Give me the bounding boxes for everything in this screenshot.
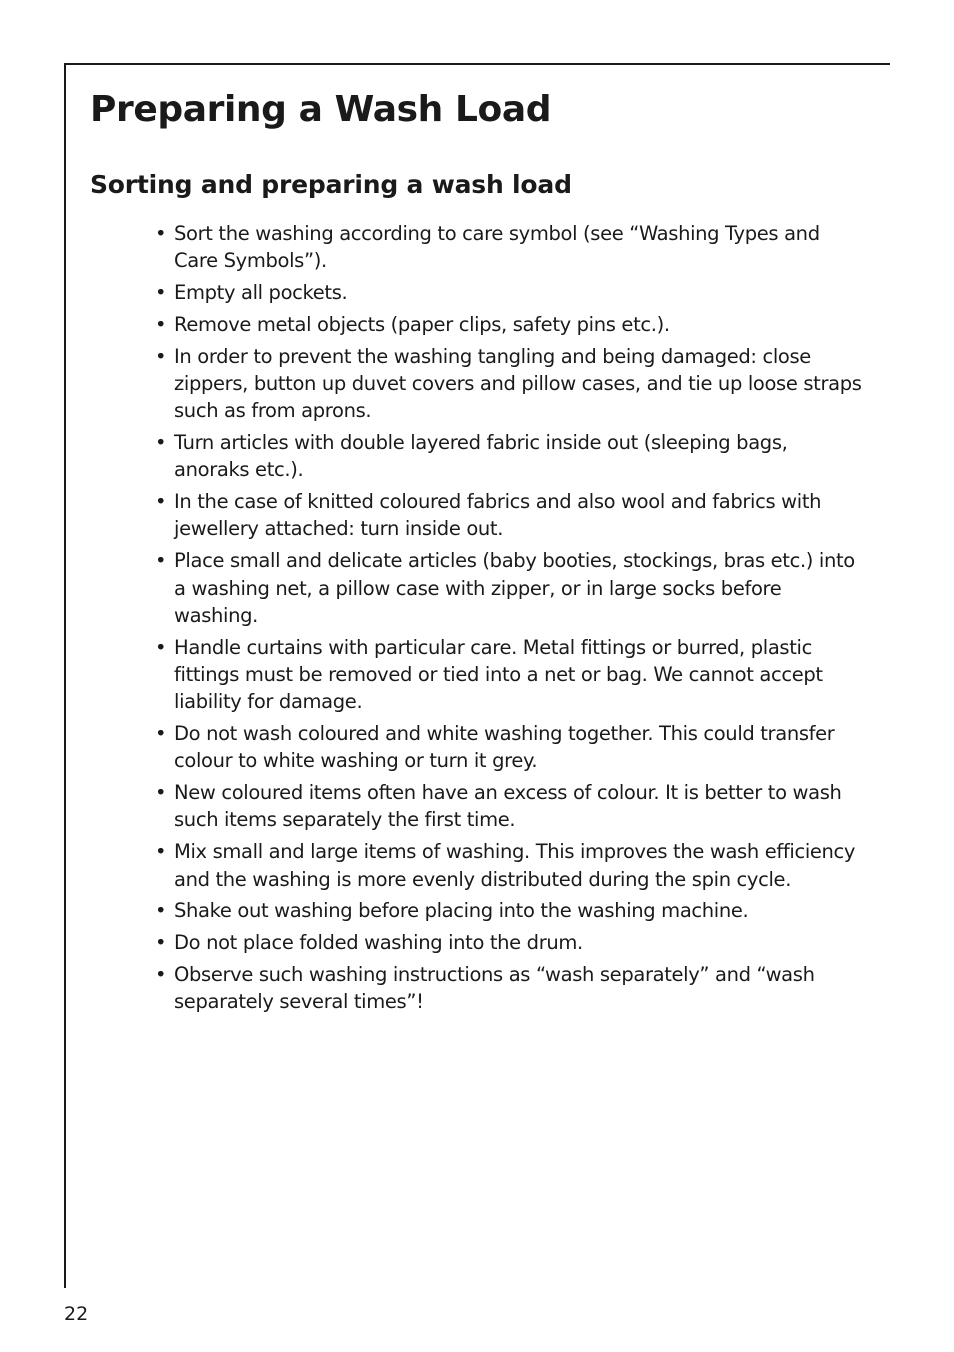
list-item: [155, 779, 867, 834]
bullet-icon: •: [155, 722, 167, 746]
list-item-text: Sort the washing according to care symbol (see “Washing Types and Care Symbols”).: [174, 222, 820, 273]
list-item: [155, 429, 867, 484]
list-item-text: Remove metal objects (paper clips, safety pins etc.).: [174, 312, 670, 336]
list-item-text: Handle curtains with particular care. Metal fittings or burred, plastic fittings must be removed or tied into a net or bag. We cannot accept liability for damage.: [174, 635, 823, 714]
bullet-icon: •: [155, 635, 167, 659]
list-item-text: Do not wash coloured and white washing together. This could transfer colour to white washing or turn it grey.: [174, 722, 835, 773]
list-item: [155, 929, 867, 956]
frame-top-rule: [64, 63, 890, 65]
list-item-text: In the case of knitted coloured fabrics and also wool and fabrics with jewellery attached: turn inside out.: [174, 490, 822, 541]
bullet-icon: •: [155, 899, 167, 923]
bullet-icon: •: [155, 490, 167, 514]
page-number: 22: [64, 1303, 89, 1325]
list-item: [155, 838, 867, 893]
bullet-icon: •: [155, 344, 167, 368]
bullet-icon: •: [155, 222, 167, 245]
frame-left-rule: [64, 63, 66, 1288]
list-item: [155, 311, 867, 338]
list-item-text: Empty all pockets.: [174, 281, 348, 305]
list-item: [155, 488, 867, 543]
list-item-text: Do not place folded washing into the drum.: [174, 931, 583, 955]
list-item: [155, 343, 867, 425]
page-title: Preparing a Wash Load: [90, 89, 552, 130]
list-item: [155, 634, 867, 716]
list-item-text: New coloured items often have an excess of colour. It is better to wash such items separately the first time.: [174, 781, 842, 832]
bullet-icon: •: [155, 431, 167, 455]
list-item-text: Observe such washing instructions as “wash separately” and “wash separately several times”!: [174, 962, 815, 1014]
list-item-text: In order to prevent the washing tangling and being damaged: close zippers, button up duvet covers and pillow cases, and tie up loose straps such as from aprons.: [174, 344, 862, 423]
section-heading: Sorting and preparing a wash load: [90, 170, 572, 199]
list-item: [155, 720, 867, 775]
bullet-icon: •: [155, 962, 167, 986]
list-item-text: Turn articles with double layered fabric inside out (sleeping bags, anoraks etc.).: [174, 431, 788, 482]
list-item: [155, 220, 867, 275]
bullet-icon: •: [155, 549, 167, 573]
bullet-icon: •: [155, 312, 167, 336]
bullet-icon: •: [155, 281, 167, 305]
list-item: [155, 897, 867, 924]
list-item-text: Place small and delicate articles (baby booties, stockings, bras etc.) into a washing net, a pillow case with zipper, or in large socks before washing.: [174, 549, 855, 627]
list-item-text: Shake out washing before placing into the washing machine.: [174, 899, 749, 923]
list-item: [155, 279, 867, 306]
bullet-icon: •: [155, 840, 167, 864]
bullet-icon: •: [155, 931, 167, 955]
list-item-text: Mix small and large items of washing. This improves the wash efficiency and the washing is more evenly distributed during the spin cycle.: [174, 840, 856, 891]
bullet-icon: •: [155, 781, 167, 805]
instruction-list: [155, 220, 867, 1020]
list-item: [155, 961, 867, 1016]
list-item: [155, 547, 867, 629]
